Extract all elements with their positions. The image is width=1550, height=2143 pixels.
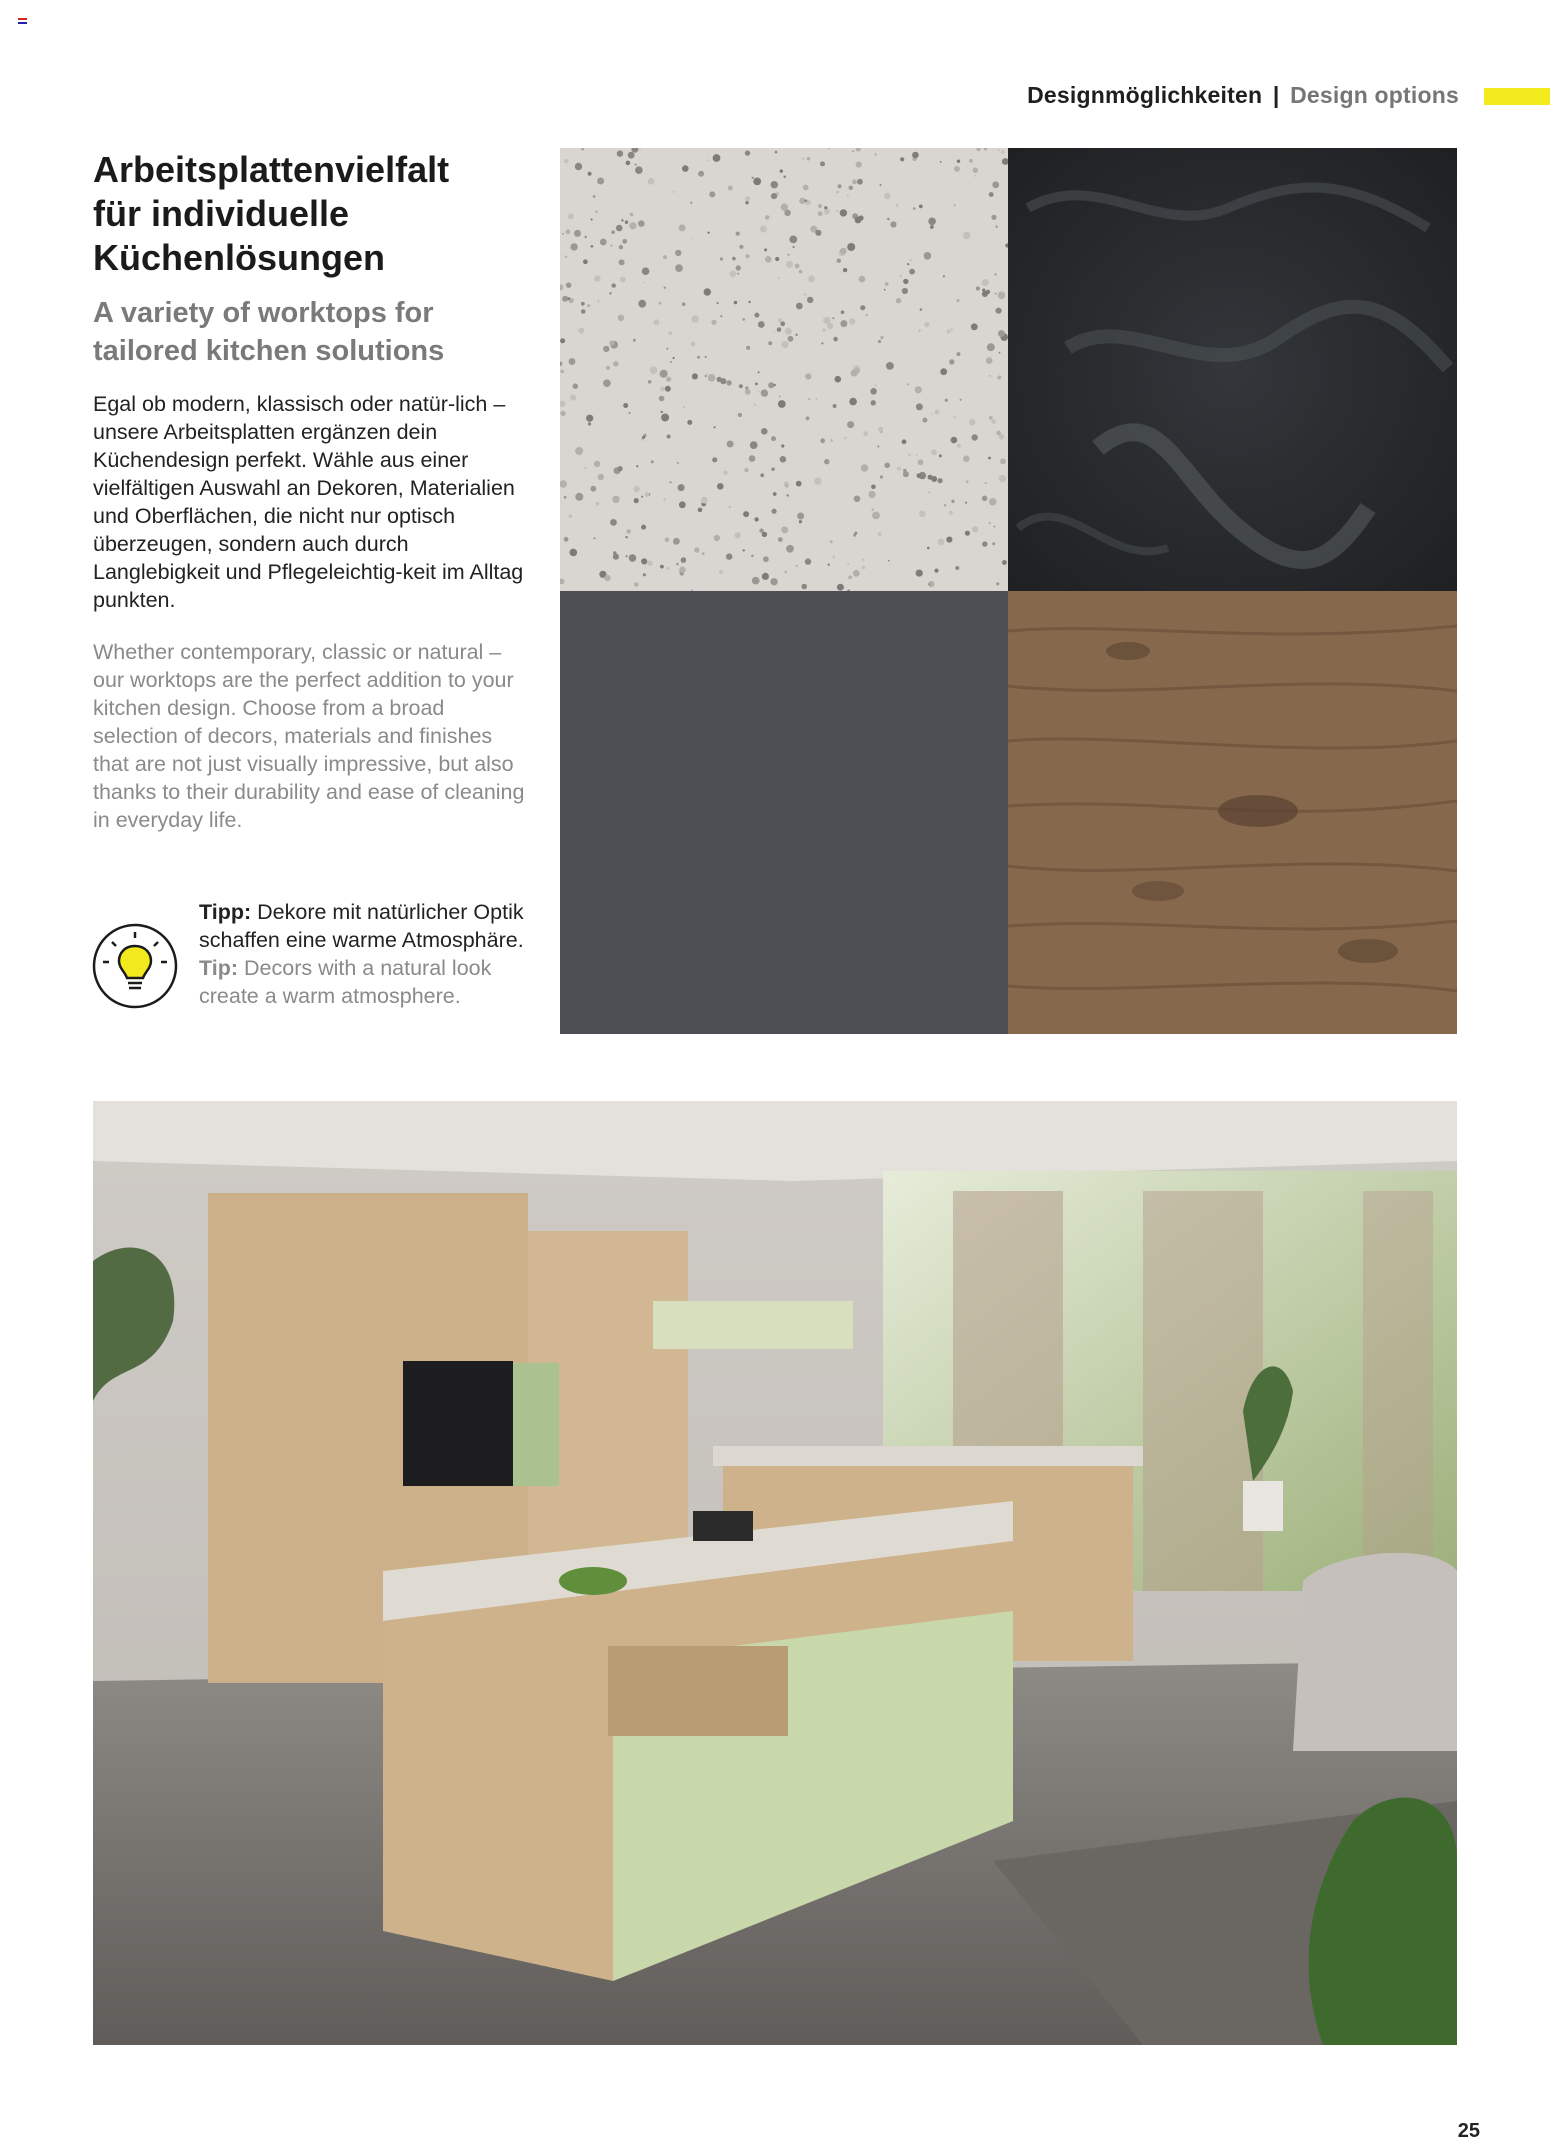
heading-de-line: Arbeitsplattenvielfalt [93,149,450,190]
heading-en-line: tailored kitchen solutions [93,335,445,367]
heading-de-line: für individuelle [93,193,350,234]
tip-text-de: Dekore mit natürlicher Optik schaffen eine warme Atmosphäre. [199,900,524,952]
section-label-en: Design options [1290,82,1459,108]
lightbulb-icon [91,922,179,1010]
section-label [1027,82,1459,109]
section-label-de: Designmöglichkeiten [1027,82,1263,108]
heading-de [93,148,553,280]
heading-en-line: A variety of worktops for [93,297,434,329]
corner-mark [18,18,27,26]
swatch-dark-stone [1008,148,1457,591]
heading-de-line: Küchenlösungen [93,237,386,278]
body-text-en: Whether contemporary, classic or natural – our worktops are the perfect addition to your kitchen design. Choose from a broad selection of decors, materials and finishes that are not just visually impressive, but also thanks to their durability and ease of cleaning in everyday life. [93,640,525,832]
section-separator: | [1272,82,1280,108]
page-number: 25 [1457,2120,1480,2142]
tip-text [199,898,539,1010]
swatch-anthracite [560,591,1008,1034]
accent-bar [1484,88,1550,105]
tip-text-en: Decors with a natural look create a warm atmosphere. [199,956,492,1008]
tip-label-en: Tip: [199,956,239,980]
worktop-swatch-grid [560,148,1457,1034]
swatch-terrazzo-light [560,148,1008,591]
body-text-de: Egal ob modern, klassisch oder natür-lich – unsere Arbeitsplatten ergänzen dein Küchendesign perfekt. Wähle aus einer vielfältigen Auswahl an Dekoren, Materialien und Oberflächen, die nicht nur optisch überzeugen, sondern auch durch Langlebigkeit und Pflegeleichtig-keit im Alltag punkten. [93,392,524,612]
tip-label-de: Tipp: [199,900,252,924]
heading-en [93,294,553,370]
swatch-oak-wood [1008,591,1457,1034]
kitchen-photo [93,1101,1457,2045]
